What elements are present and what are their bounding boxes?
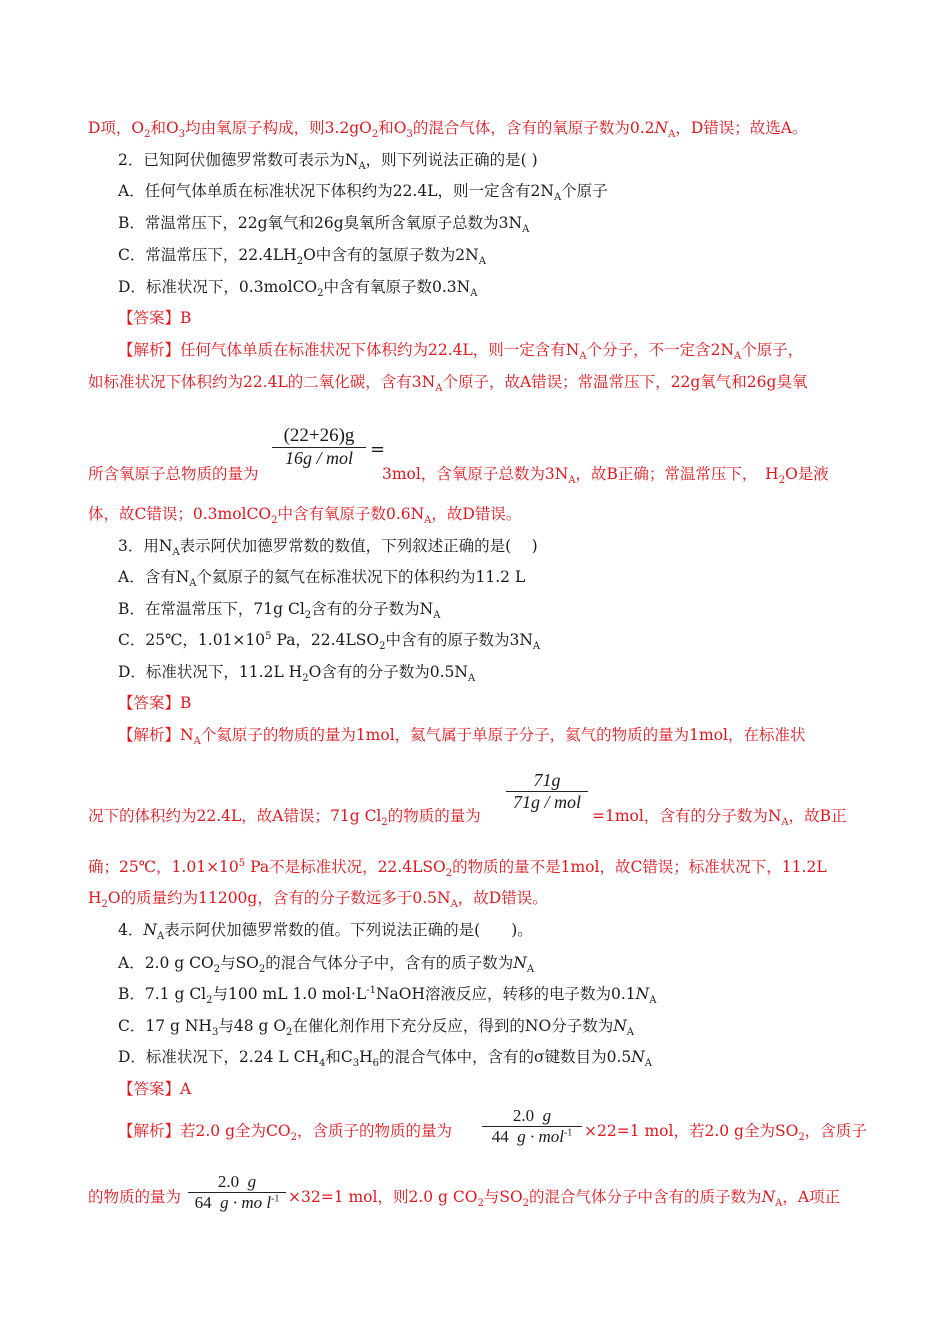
question-4: 4．$N_A$表示阿伏加德罗常数的值。下列说法正确的是( )。 (118, 921, 533, 943)
fraction-71g (506, 770, 588, 813)
fraction-2g-over-44 (482, 1106, 582, 1147)
fraction-numerator: 2.0 g (512, 1106, 552, 1125)
option-4d: D．标准状况下，2.24 L $CH_4$和$C_3H_6$的混合气体中，含有的σ键数目为$0.5N_A$ (118, 1048, 653, 1070)
fraction-denominator: 71g / mol (512, 792, 581, 812)
explanation-line: D项，$O_2$和$O_3$均由氧原子构成，则$3.2gO_2$和$O_3$的混合气体，含有的氧原子数为$0.2N_A$，D错误；故选A。 (88, 119, 808, 141)
answer-4: 【答案】A (118, 1080, 192, 1098)
fraction-denominator: 16g / mol (284, 448, 353, 468)
option-3d: D．标准状况下，11.2L $H_2O$含有的分子数为$0.5N_A$ (118, 663, 476, 685)
fraction-numerator: 2.0 g (217, 1172, 257, 1191)
analysis-2-line4: 体，故C错误；0.3molCO$_2$中含有氧原子数$0.6N_A$，故D错误。 (88, 505, 522, 527)
answer-2: 【答案】B (118, 309, 192, 327)
analysis-2-line2: 如标准状况下体积约为22.4L的二氧化碳，含有$3N_A$个原子，故A错误；常温常压下，22g氧气和26g臭氧 (88, 373, 808, 395)
analysis-2-line3b: 3mol，含氧原子总数为$3N_A$，故B正确；常温常压下， $H_2O$是液 (382, 465, 829, 487)
option-4c: C．17 g $NH_3$与48 g $O_2$在催化剂作用下充分反应，得到的NO分子数为$N_A$ (118, 1017, 634, 1039)
fraction-mass-over-molar (272, 425, 366, 469)
analysis-4-line2b: ×32=1 mol，则2.0 g $CO_2$与$SO_2$的混合气体分子中含有的质子数为$N_A$，A项正 (288, 1188, 841, 1210)
answer-3: 【答案】B (118, 694, 192, 712)
option-2b: B．常温常压下，22g氧气和26g臭氧所含氧原子总数为$3N_A$ (118, 214, 530, 236)
analysis-3-line2b: =1mol，含有的分子数为$N_A$，故B正 (592, 807, 847, 829)
option-3a: A．含有$N_A$个氦原子的氦气在标准状况下的体积约为11.2 L (118, 568, 526, 590)
analysis-4-line1b: ×22=1 mol，若2.0 g全为$SO_2$，含质子 (584, 1122, 867, 1144)
equals-sign: = (370, 439, 386, 460)
option-3c: C．25℃，$1.01\times 10^5$ Pa，$22.4LSO_2$中含有的原子数为$3N_A$ (118, 630, 541, 653)
fraction-denominator: 44 g · mol$^{-1}$ (491, 1127, 573, 1146)
option-3b: B．在常温常压下，71g $Cl_2$含有的分子数为$N_A$ (118, 600, 441, 622)
question-3: 3．用$N_A$表示阿伏加德罗常数的数值，下列叙述正确的是( ) (118, 537, 538, 559)
analysis-3-line3: 确；25℃，$1.01\times 10^5$ Pa不是标准状况，$22.4LSO_2$的物质的量不是1mol，故C错误；标准状况下，11.2L (88, 857, 827, 880)
analysis-3-line2a: 况下的体积约为22.4L，故A错误；71g $Cl_2$的物质的量为 (88, 807, 481, 829)
fraction-numerator: 71g (533, 770, 561, 790)
analysis-2-line3a: 所含氧原子总物质的量为 (88, 465, 259, 483)
analysis-3-line4: $H_2O$的质量约为11200g，含有的分子数远多于$0.5N_A$，故D错误。 (88, 889, 548, 911)
analysis-4-line2a: 的物质的量为 (88, 1188, 182, 1206)
analysis-4-line1a: 【解析】若2.0 g全为$CO_2$，含质子的物质的量为 (118, 1122, 452, 1144)
question-2: 2．已知阿伏伽德罗常数可表示为$N_A$，则下列说法正确的是( ) (118, 151, 538, 173)
option-2c: C．常温常压下，$22.4LH_2O$中含有的氢原子数为$2N_A$ (118, 246, 486, 268)
analysis-2-line1: 【解析】任何气体单质在标准状况下体积约为22.4L，则一定含有$N_A$个分子，不一定含$2N_A$个原子， (118, 341, 804, 363)
fraction-numerator: (22+26)g (283, 425, 355, 446)
fraction-2g-over-64 (188, 1172, 286, 1213)
fraction-denominator: 64 g · mo $l^{-1}$ (194, 1193, 280, 1212)
option-2a: A．任何气体单质在标准状况下体积约为22.4L，则一定含有$2N_A$个原子 (118, 182, 608, 204)
option-4a: A．2.0 g $CO_2$与$SO_2$的混合气体分子中，含有的质子数为$N_A$ (118, 954, 535, 976)
option-4b: B．7.1 g $Cl_2$与100 mL 1.0 $mol\cdot L^{-1}NaOH$溶液反应，转移的电子数为$0.1N_A$ (118, 984, 657, 1007)
analysis-3-line1: 【解析】$N_A$个氦原子的物质的量为1mol，氦气属于单原子分子，氦气的物质的量为1mol，在标准状 (118, 726, 806, 748)
option-2d: D．标准状况下，0.3molCO$_2$中含有氧原子数$0.3N_A$ (118, 278, 478, 300)
